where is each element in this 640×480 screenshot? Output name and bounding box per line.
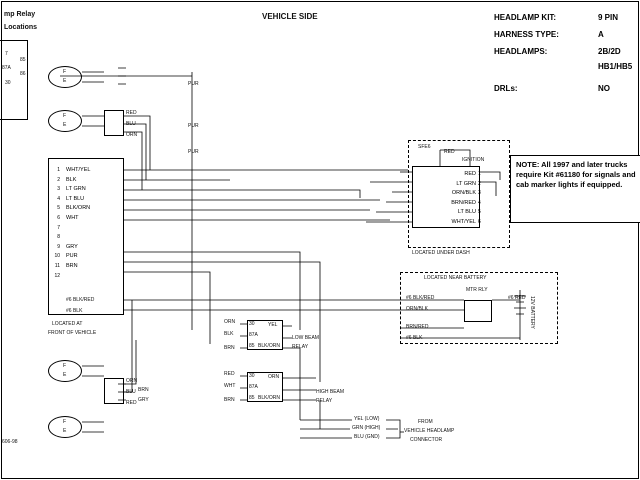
- low-beam-wire-orn: ORN: [224, 319, 236, 325]
- battery-wire-2: BRN/RED: [406, 324, 429, 330]
- low-beam-pin-87a: 87A: [249, 332, 258, 338]
- low-beam-wire-brn: BRN: [224, 345, 235, 351]
- lamp-bottom-upper-pin-f: F: [63, 363, 67, 369]
- lamp-top-lead-red: RED: [126, 110, 137, 116]
- under-dash-wire-labels: RED LT GRN ORN/BLK BRN/RED LT BLU WHT/YEL: [451, 171, 476, 225]
- relay-pin-86: 86: [20, 71, 26, 77]
- header-value-2: 2B/2D: [598, 47, 621, 56]
- motor-relay-label: MTR RLY: [466, 287, 488, 293]
- low-beam-relay-label-2: RELAY: [292, 344, 309, 350]
- header-label-1: HARNESS TYPE:: [494, 30, 559, 39]
- high-beam-wire-wht: WHT: [224, 383, 236, 389]
- high-beam-pin-87a: 87A: [249, 384, 258, 390]
- low-beam-wire-blk: BLK: [224, 331, 234, 337]
- lamp-top-connector: [104, 110, 124, 136]
- ignition-label: IGNITION: [462, 157, 485, 163]
- lamp-top-lead-orn: ORN: [126, 132, 138, 138]
- relay-locations-title-2: Locations: [4, 24, 38, 31]
- low-beam-pin-30: 30: [249, 321, 255, 327]
- lamp-bottom-lower-pin-f: F: [63, 419, 67, 425]
- header-label-0: HEADLAMP KIT:: [494, 13, 557, 22]
- battery-wire-0: #6 BLK/RED: [406, 295, 435, 301]
- front-connector-ground-2: #6 BLK: [66, 308, 83, 314]
- wire-label-pur-mid: PUR: [188, 123, 199, 129]
- motor-relay-box: [464, 300, 492, 322]
- lamp-bottom-upper-pin-e: E: [63, 372, 67, 378]
- high-beam-pin-85: 85: [249, 395, 255, 401]
- lamp-bottom-lead-orn: ORN: [126, 378, 138, 384]
- lamp-top-upper-pin-f: F: [63, 69, 67, 75]
- lamp-top-lower-pin-f: F: [63, 113, 67, 119]
- front-connector-wire-labels: WHT/YEL BLK LT GRN LT BLU BLK/ORN WHT GRY PUR BRN: [66, 167, 91, 269]
- headlamp-connector-signal-1: GRN (HIGH): [352, 425, 381, 431]
- lamp-top-lower-pin-e: E: [63, 122, 67, 128]
- lamp-bottom-lower-pin-e: E: [63, 428, 67, 434]
- high-beam-wire-brn: BRN: [224, 397, 235, 403]
- drawing-number: 606-98: [2, 439, 18, 445]
- high-beam-pin-30: 30: [249, 373, 255, 379]
- lamp-bottom-side-brn: BRN: [138, 387, 149, 393]
- battery-wire-3: #6 BLK: [406, 335, 423, 341]
- lamp-top-lead-blu: BLU: [126, 121, 136, 127]
- lamp-bottom-lead-blu: BLU: [126, 389, 136, 395]
- front-connector-ground-1: #6 BLK/RED: [66, 297, 95, 303]
- under-dash-fuse-red-label: RED: [444, 149, 455, 155]
- lamp-bottom-lead-red: RED: [126, 400, 137, 406]
- low-beam-wire-yel: YEL: [268, 322, 278, 328]
- relay-pin-85: 85: [20, 57, 26, 63]
- high-beam-wire-red: RED: [224, 371, 235, 377]
- battery-label: 12V BATTERY: [529, 296, 535, 329]
- high-beam-relay-label-1: HIGH BEAM: [316, 389, 345, 395]
- lamp-bottom-connector: [104, 378, 124, 404]
- page-title: VEHICLE SIDE: [262, 12, 318, 21]
- high-beam-relay-label-2: RELAY: [316, 398, 333, 404]
- relay-pin-87a: 87A: [2, 65, 11, 71]
- sfe6-label: SFE6: [418, 144, 431, 150]
- under-dash-pin-numbers: 1 2 3 4 5 6: [478, 171, 481, 225]
- relay-pin-7: 7: [5, 51, 8, 57]
- wire-label-pur-top: PUR: [188, 81, 199, 87]
- low-beam-wire-blkorn: BLK/ORN: [258, 343, 280, 349]
- low-beam-relay-label-1: LOW BEAM: [292, 335, 319, 341]
- header-value-0: 9 PIN: [598, 13, 619, 22]
- headlamp-connector-signal-2: BLU (GND): [354, 434, 380, 440]
- note-box: NOTE: All 1997 and later trucks require Kit #61180 for signals and cab marker lights if equipped.: [510, 155, 640, 223]
- front-connector-pin-numbers: 1 2 3 4 5 6 7 8 9 10 11 12: [54, 167, 60, 279]
- lamp-top-upper-pin-e: E: [63, 78, 67, 84]
- header-label-2: HEADLAMPS:: [494, 47, 548, 56]
- header-label-4: DRLs:: [494, 84, 518, 93]
- headlamp-connector-caption-3: CONNECTOR: [410, 437, 443, 443]
- relay-locations-title-1: mp Relay: [4, 11, 36, 18]
- relay-pin-30: 30: [5, 80, 11, 86]
- battery-right-wire-0: #6 RED: [508, 295, 526, 301]
- wire-label-pur-low: PUR: [188, 149, 199, 155]
- high-beam-wire-blkorn: BLK/ORN: [258, 395, 280, 401]
- header-value-1: A: [598, 30, 604, 39]
- battery-wire-1: ORN/BLK: [406, 306, 428, 312]
- front-connector-caption-2: FRONT OF VEHICLE: [48, 330, 97, 336]
- under-dash-caption: LOCATED UNDER DASH: [412, 250, 470, 256]
- header-value-4: NO: [598, 84, 610, 93]
- front-connector-caption-1: LOCATED AT: [52, 321, 83, 327]
- low-beam-pin-85: 85: [249, 343, 255, 349]
- headlamp-connector-signal-0: YEL (LOW): [354, 416, 380, 422]
- headlamp-connector-caption-1: FROM: [418, 419, 433, 425]
- high-beam-wire-orn: ORN: [268, 374, 280, 380]
- lamp-bottom-side-gry: GRY: [138, 397, 149, 403]
- headlamp-connector-caption-2: VEHICLE HEADLAMP: [404, 428, 455, 434]
- near-battery-caption: LOCATED NEAR BATTERY: [424, 275, 487, 281]
- header-value-3: HB1/HB5: [598, 62, 633, 71]
